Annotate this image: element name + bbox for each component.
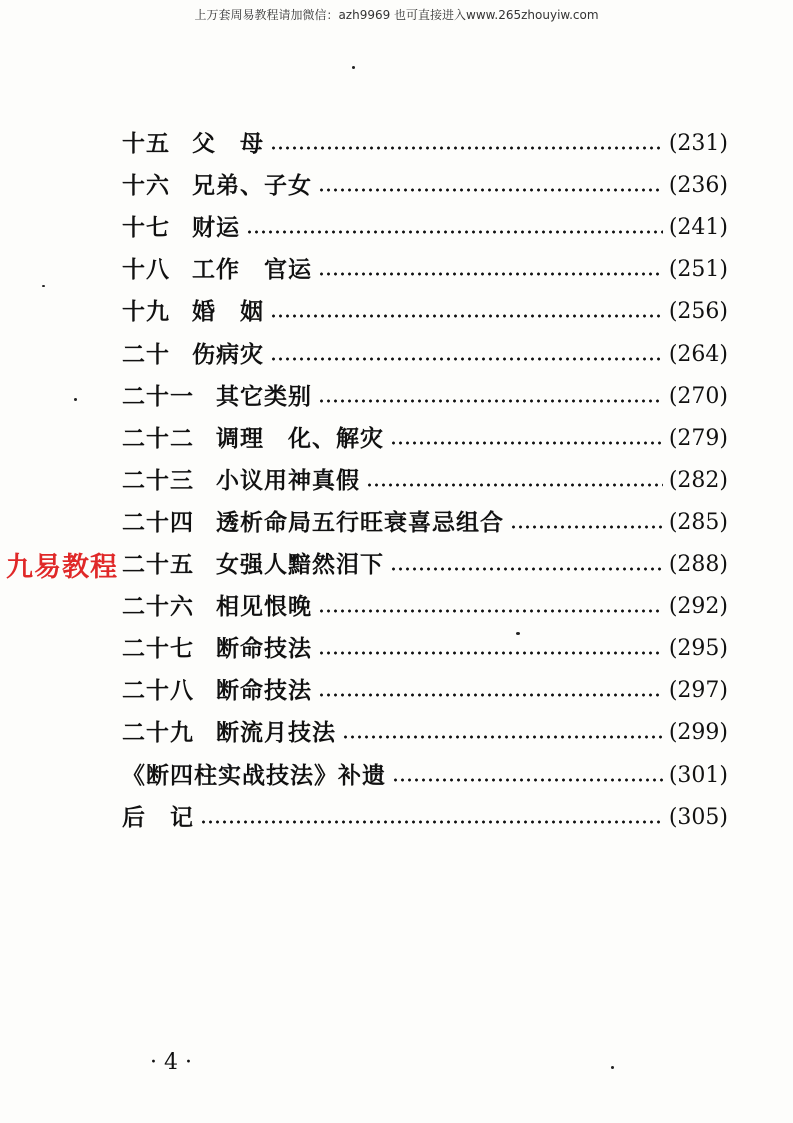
toc-entry-title: 断流月技法	[216, 720, 336, 747]
toc-entry-page: (256)	[668, 299, 728, 325]
toc-entry-page: (231)	[668, 131, 728, 156]
dot-leader	[270, 146, 663, 150]
toc-entry	[122, 759, 728, 793]
toc-entry-number: 二十一	[122, 383, 194, 410]
dot-leader	[392, 778, 663, 782]
toc-entry-number: 二十五	[122, 552, 194, 578]
toc-entry-number: 十五	[122, 131, 170, 157]
toc-entry-title: 透析命局五行旺衰喜忌组合	[216, 509, 504, 536]
toc-entry-page: (299)	[668, 720, 728, 746]
toc-entry-title: 调理 化、解灾	[216, 425, 384, 452]
scan-speck	[42, 285, 45, 287]
toc-entry-title: 财运	[192, 215, 240, 242]
toc-entry-page: (236)	[668, 173, 728, 199]
toc-entry-title: 断命技法	[216, 636, 312, 663]
toc-entry	[122, 422, 728, 456]
toc-entry-page: (282)	[668, 467, 728, 493]
toc-entry-title: 伤病灾	[192, 341, 264, 368]
dot-leader	[318, 188, 663, 192]
toc-entry	[122, 380, 728, 414]
toc-entry	[122, 211, 728, 245]
toc-entry	[122, 464, 728, 498]
toc-entry-title: 父 母	[192, 131, 264, 157]
toc-entry-number: 二十七	[122, 636, 194, 663]
toc-entry	[122, 632, 728, 666]
dot-leader	[342, 735, 663, 739]
page-number: · 4 ·	[150, 1050, 192, 1075]
toc-entry-title: 断命技法	[216, 678, 312, 705]
toc-entry-title: 其它类别	[216, 383, 312, 410]
toc-entry-title: 小议用神真假	[216, 467, 360, 494]
toc-entry-page: (301)	[668, 762, 728, 788]
watermark-logo: 九易教程	[6, 552, 118, 583]
toc-entry-number: 二十二	[122, 425, 194, 452]
toc-entry-number: 二十三	[122, 467, 194, 494]
dot-leader	[270, 314, 663, 318]
dot-leader	[318, 693, 663, 697]
toc-entry	[122, 801, 728, 835]
toc-entry-number: 十九	[122, 299, 170, 326]
toc-entry-page: (285)	[668, 509, 728, 535]
dot-leader	[246, 230, 663, 234]
toc-entry	[122, 253, 728, 287]
toc-entry-page: (295)	[668, 636, 728, 662]
page-header: 上万套周易教程请加微信：azh9969 也可直接进入www.265zhouyiw.com	[194, 8, 599, 22]
toc-entry-number: 二十六	[122, 594, 194, 621]
toc-entry	[122, 548, 728, 582]
toc-entry-number: 后 记	[122, 804, 194, 831]
toc-entry-page: (264)	[668, 341, 728, 367]
dot-leader	[200, 820, 663, 824]
scan-speck	[611, 1066, 614, 1069]
dot-leader	[270, 357, 663, 361]
toc-entry-number: 二十	[122, 341, 170, 368]
toc-entry-page: (288)	[668, 552, 728, 577]
toc-entry-page: (241)	[668, 215, 728, 241]
dot-leader	[318, 651, 663, 655]
toc-entry-number: 十七	[122, 215, 170, 242]
toc-entry-title: 工作 官运	[192, 257, 312, 284]
toc-entry-title: 婚 姻	[192, 299, 264, 326]
toc-entry-page: (270)	[668, 383, 728, 409]
toc-entry-page: (297)	[668, 678, 728, 704]
toc-entry-number: 十八	[122, 257, 170, 284]
toc-entry-page: (305)	[668, 804, 728, 830]
dot-leader	[318, 609, 663, 613]
scan-speck	[516, 632, 520, 635]
toc-entry-number: 二十八	[122, 678, 194, 705]
toc-entry	[122, 169, 728, 203]
toc-entry	[122, 295, 728, 329]
toc-entry-page: (251)	[668, 257, 728, 283]
toc-entry	[122, 590, 728, 624]
toc-entry-title: 女强人黯然泪下	[216, 552, 384, 578]
scan-speck	[352, 66, 355, 69]
toc-entry-number: 二十九	[122, 720, 194, 747]
toc-entry-title: 相见恨晚	[216, 594, 312, 621]
toc-entry	[122, 674, 728, 708]
dot-leader	[390, 567, 663, 571]
dot-leader	[510, 525, 663, 529]
scan-speck	[74, 398, 77, 401]
dot-leader	[318, 272, 663, 276]
toc-entry-page: (279)	[668, 425, 728, 451]
dot-leader	[366, 483, 663, 487]
toc-entry	[122, 716, 728, 750]
toc-entry	[122, 127, 728, 161]
toc-entry-title: 兄弟、子女	[192, 173, 312, 200]
toc-entry-title: 《断四柱实战技法》补遗	[122, 762, 386, 789]
toc-entry-page: (292)	[668, 594, 728, 620]
toc-entry	[122, 338, 728, 372]
dot-leader	[390, 441, 663, 445]
toc-entry	[122, 506, 728, 540]
toc-entry-number: 二十四	[122, 509, 194, 536]
toc-entry-number: 十六	[122, 173, 170, 200]
dot-leader	[318, 399, 663, 403]
